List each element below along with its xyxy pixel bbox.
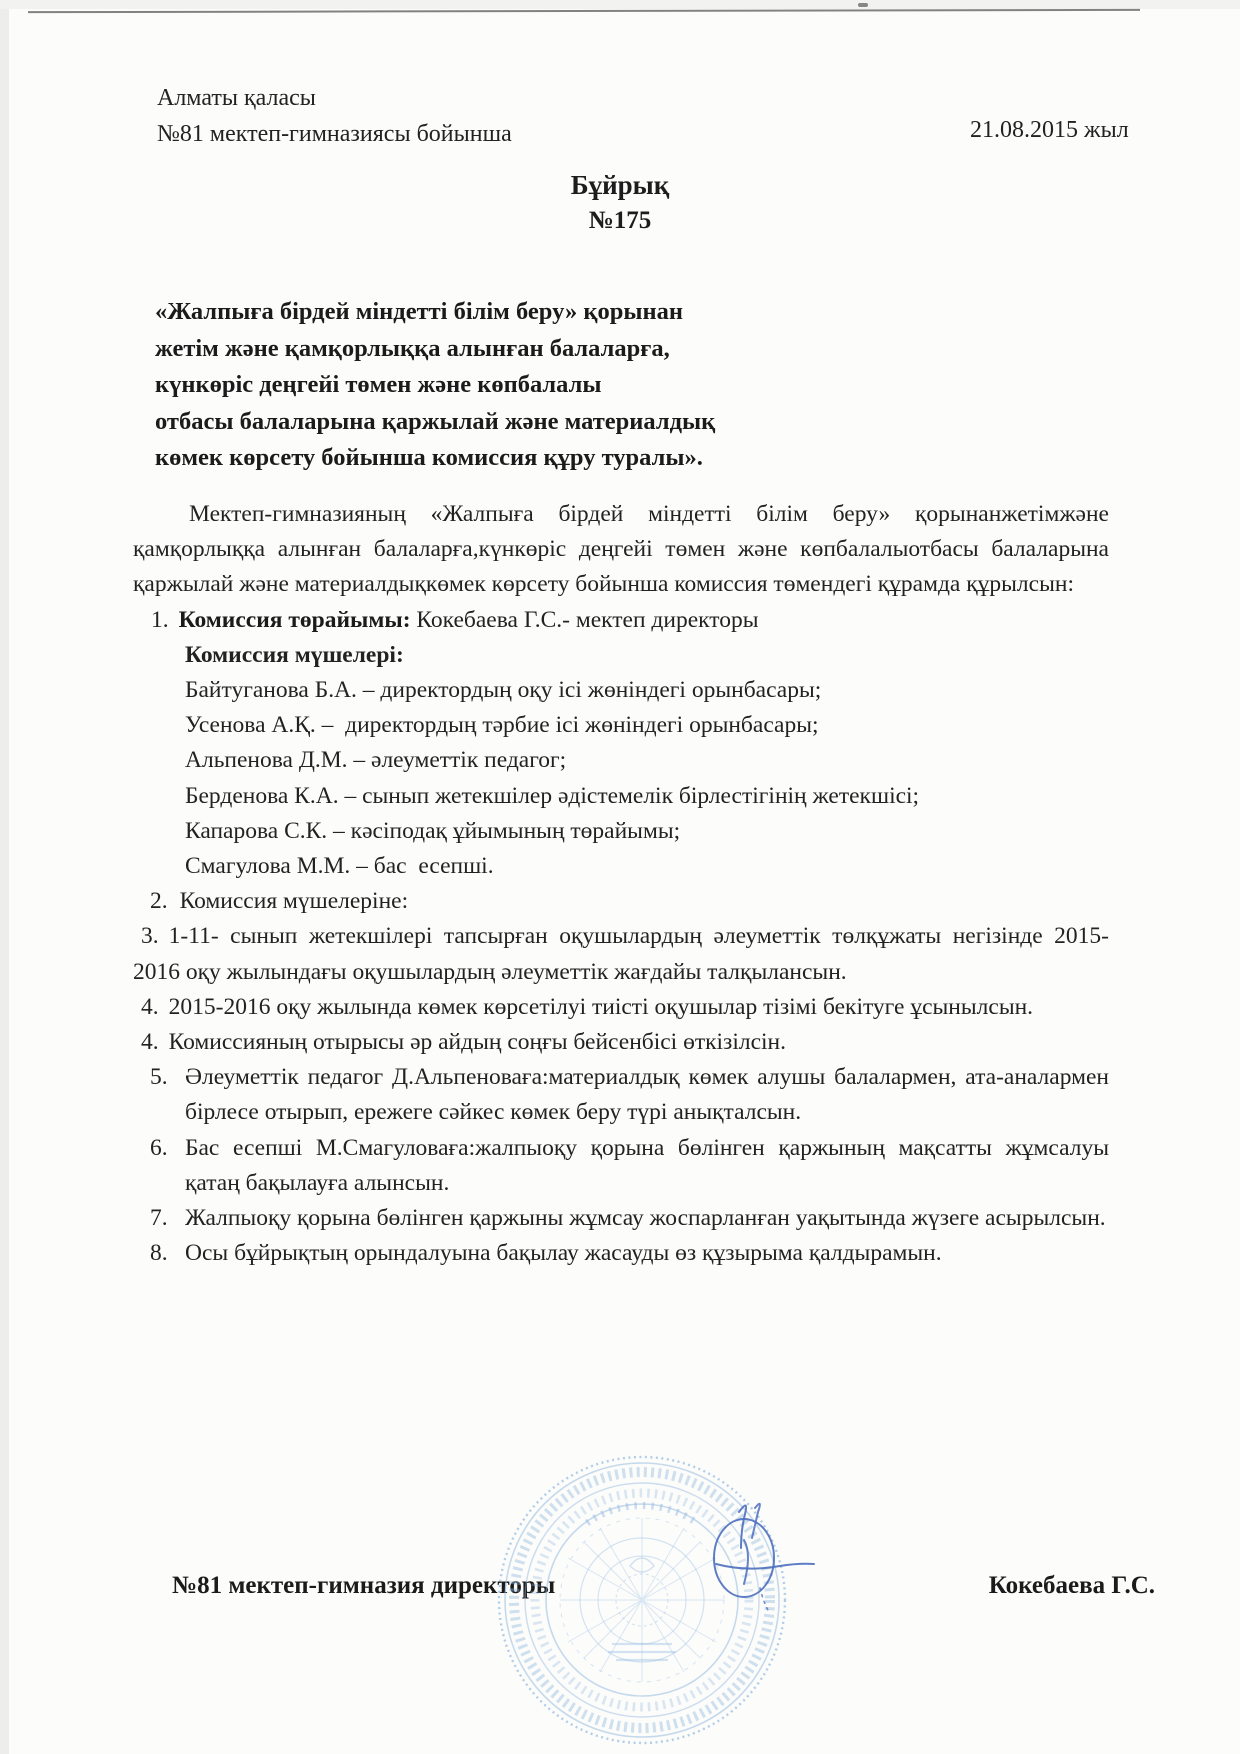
subject-line: күнкөріс деңгейі төмен және көпбалалы	[155, 371, 602, 399]
list-item-5	[133, 1060, 1109, 1130]
scan-edge-left	[0, 0, 9, 1754]
list-item-4b	[133, 1025, 1109, 1060]
item-text: Бас есепші М.Смагуловаға:жалпыоқу қорына бөлінген қаржының мақсатты жұмсалуы қатаң бақылауға алынсын.	[185, 1134, 1109, 1196]
item-number: 4.	[141, 993, 159, 1020]
list-item-8	[133, 1236, 1109, 1271]
list-item-2	[150, 884, 1109, 919]
member-row: Байтуганова Б.А. – директордың оқу ісі жөніндегі орынбасары;	[185, 677, 822, 704]
member-row: Смагулова М.М. – бас есепші.	[185, 853, 494, 880]
item-text: 1-11- сынып жетекшілері тапсырған оқушылардың әлеуметтік төлқұжаты негізінде 2015-2016 оқу жылындағы оқушылардың әлеуметтік жағдайы талқылансын.	[133, 923, 1109, 985]
member-row: Берденова К.А. – сынып жетекшілер әдістемелік бірлестігінің жетекшісі;	[185, 782, 920, 809]
subject-line: көмек көрсету бойынша комиссия құру туралы».	[155, 444, 703, 472]
order-title-block	[0, 168, 1240, 238]
list-item-1	[151, 603, 1109, 638]
organization-name: №81 мектеп-гимназиясы бойынша	[157, 121, 512, 147]
members-heading: Комиссия мүшелері:	[185, 641, 404, 668]
list-item-3	[133, 919, 1109, 989]
item-text: Комиссия мүшелеріне:	[179, 888, 409, 915]
item-number: 8.	[150, 1240, 168, 1267]
order-number: №175	[588, 207, 652, 234]
item-text: Осы бұйрықтың орындалуына бақылау жасауды өз құзырыма қалдырамын.	[185, 1240, 942, 1267]
item-number: 1.	[151, 606, 169, 633]
item-text: 2015-2016 оқу жылында көмек көрсетілуі тиісті оқушылар тізімі бекітуге ұсынылсын.	[168, 993, 1034, 1020]
item-text: Әлеуметтік педагог Д.Альпеноваға:материалдық көмек алушы балалармен, ата-аналармен бірлесе отырып, ережеге сәйкес көмек беру түрі анықталсын.	[185, 1064, 1109, 1126]
item-text: Комиссияның отырысы әр айдың соңғы бейсенбісі өткізілсін.	[168, 1029, 787, 1056]
organization-block	[157, 80, 512, 152]
signature-row	[172, 1572, 1155, 1600]
item-number: 7.	[150, 1205, 168, 1232]
intro-paragraph: Мектеп-гимназияның «Жалпыға бірдей міндетті білім беру» қорынанжетімжәне қамқорлыққа алынған балаларға,күнкөріс деңгейі төмен және көпбалалыотбасы балаларына қаржылай және материалдықкөмек көрсету бойынша комиссия төмендегі құрамда құрылсын:	[133, 501, 1109, 598]
scan-edge-top	[0, 0, 1240, 9]
member-row: Альпенова Д.М. – әлеуметтік педагог;	[185, 747, 567, 774]
list-item-7	[133, 1201, 1109, 1236]
item-number: 6.	[150, 1134, 168, 1161]
member-row: Усенова А.Қ. – директордың тәрбие ісі жөніндегі орынбасары;	[185, 712, 819, 739]
member-row: Капарова С.К. – кәсіподақ ұйымының төрайымы;	[185, 817, 681, 844]
item-number: 4.	[141, 1029, 159, 1056]
item-text: Жалпыоқу қорына бөлінген қаржыны жұмсау жоспарланған уақытында жүзеге асырылсын.	[185, 1205, 1106, 1232]
subject-line: жетім және қамқорлыққа алынған балаларға,	[155, 334, 670, 362]
item-text: Кокебаева Г.С.- мектеп директоры	[416, 606, 759, 633]
signature-position-title: №81 мектеп-гимназия директоры	[172, 1572, 556, 1599]
scan-artifact-mark	[858, 3, 868, 7]
list-item-4a	[133, 990, 1109, 1025]
item-number: 3.	[141, 923, 159, 950]
item-number: 5.	[150, 1064, 168, 1091]
organization-city: Алматы қаласы	[157, 85, 316, 111]
order-body	[133, 497, 1109, 1271]
order-subject	[155, 294, 715, 477]
item-lead: Комиссия төрайымы:	[178, 606, 411, 633]
official-round-stamp	[492, 1448, 832, 1754]
subject-line: «Жалпыға бірдей міндетті білім беру» қорынан	[155, 298, 683, 325]
subject-line: отбасы балаларына қаржылай және материалдық	[155, 407, 716, 435]
order-title: Бұйрық	[570, 170, 670, 200]
item-number: 2.	[150, 888, 168, 915]
scan-artifact-line	[28, 9, 1140, 13]
list-item-6	[133, 1131, 1109, 1201]
document-date: 21.08.2015 жыл	[970, 117, 1129, 143]
signature-name: Кокебаева Г.С.	[988, 1572, 1155, 1599]
